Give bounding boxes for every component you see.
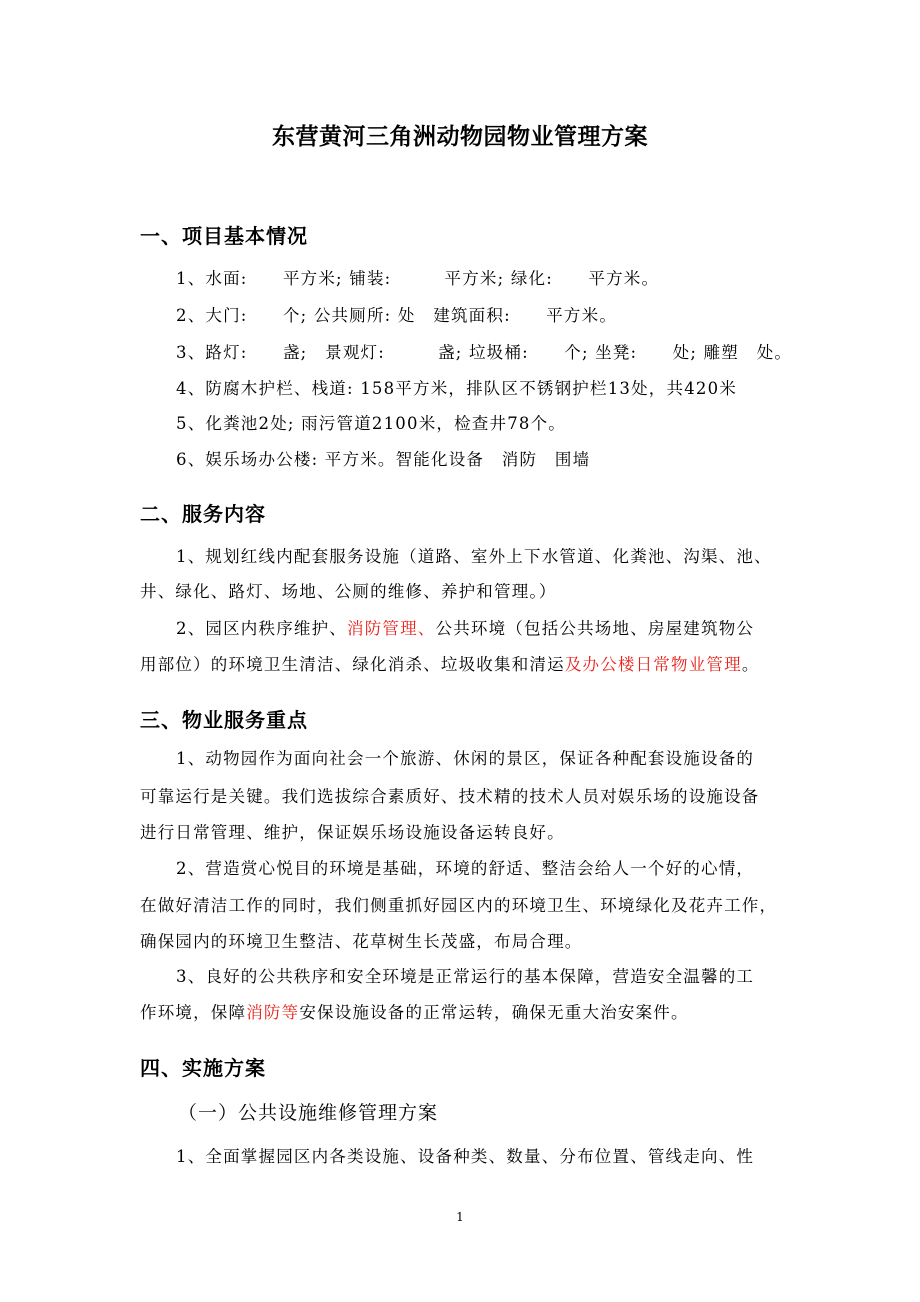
section-heading-2: 二、服务内容 — [140, 502, 266, 526]
s2-p1-line-1: 1、规划红线内配套服务设施（道路、室外上下水管道、化粪池、沟渠、池、 — [176, 547, 772, 566]
s3-p2-line-1: 2、营造赏心悦目的环境是基础，环境的舒适、整洁会给人一个好的心情， — [176, 859, 755, 878]
s2-p2-highlight-office: 及办公楼日常物业管理 — [564, 655, 742, 674]
s2-p2-text-a: 2、园区内秩序维护、 — [176, 619, 347, 638]
s3-p1-line-1: 1、动物园作为面向社会一个旅游、休闲的景区，保证各种配套设施设备的 — [176, 749, 755, 768]
s3-p3-line-2 — [140, 999, 689, 1023]
s4-line-1: 1、全面掌握园区内各类设施、设备种类、数量、分布位置、管线走向、性 — [176, 1147, 755, 1166]
s1-line-5: 5、化粪池2处; 雨污管道2100米，检查井78个。 — [176, 414, 566, 433]
s1-line-4: 4、防腐木护栏、栈道: 158平方米，排队区不锈钢护栏13处，共420米 — [176, 379, 737, 398]
s2-p2-text-d: 。 — [741, 655, 760, 674]
s2-p2-line-1 — [176, 615, 754, 639]
subsection-heading-1: （一）公共设施维修管理方案 — [178, 1102, 439, 1124]
s1-line-3: 3、路灯: 盏; 景观灯: 盏; 垃圾桶: 个; 坐凳: 处; 雕塑 处。 — [176, 343, 793, 362]
s1-line-6: 6、娱乐场办公楼: 平方米。智能化设备 消防 围墙 — [176, 450, 591, 469]
s3-p1-line-3: 进行日常管理、维护，保证娱乐场设施设备运转良好。 — [140, 823, 565, 842]
section-heading-3: 三、物业服务重点 — [140, 708, 308, 732]
s3-p3-highlight-fire: 消防等 — [246, 1003, 300, 1022]
s3-p3-text-b: 安保设施设备的正常运转，确保无重大治安案件。 — [299, 1003, 689, 1022]
s2-p2-line-2 — [140, 651, 760, 675]
page-number: 1 — [456, 1210, 464, 1224]
s1-line-1: 1、水面: 平方米; 铺装: 平方米; 绿化: 平方米。 — [176, 269, 660, 288]
section-heading-4: 四、实施方案 — [140, 1056, 266, 1080]
s3-p3-line-1: 3、良好的公共秩序和安全环境是正常运行的基本保障，营造安全温馨的工 — [176, 967, 755, 986]
document-title: 东营黄河三角洲动物园物业管理方案 — [272, 123, 648, 150]
s2-p2-text-c: 用部位）的环境卫生清洁、绿化消杀、垃圾收集和清运 — [140, 655, 565, 674]
s1-line-2: 2、大门: 个; 公共厕所: 处 建筑面积: 平方米。 — [176, 306, 618, 325]
s3-p2-line-2: 在做好清洁工作的同时，我们侧重抓好园区内的环境卫生、环境绿化及花卉工作， — [140, 896, 778, 915]
s2-p2-text-b: 公共环境（包括公共场地、房屋建筑物公 — [435, 619, 755, 638]
s2-p2-highlight-fire: 消防管理、 — [347, 619, 436, 638]
s3-p2-line-3: 确保园内的环境卫生整洁、花草树生长茂盛，布局合理。 — [140, 932, 583, 951]
s2-p1-line-2: 井、绿化、路灯、场地、公厕的维修、养护和管理。） — [140, 582, 557, 601]
section-heading-1: 一、项目基本情况 — [140, 224, 308, 248]
s3-p1-line-2: 可靠运行是关键。我们选拔综合素质好、技术精的技术人员对娱乐场的设施设备 — [140, 787, 760, 806]
s3-p3-text-a: 作环境，保障 — [140, 1003, 247, 1022]
